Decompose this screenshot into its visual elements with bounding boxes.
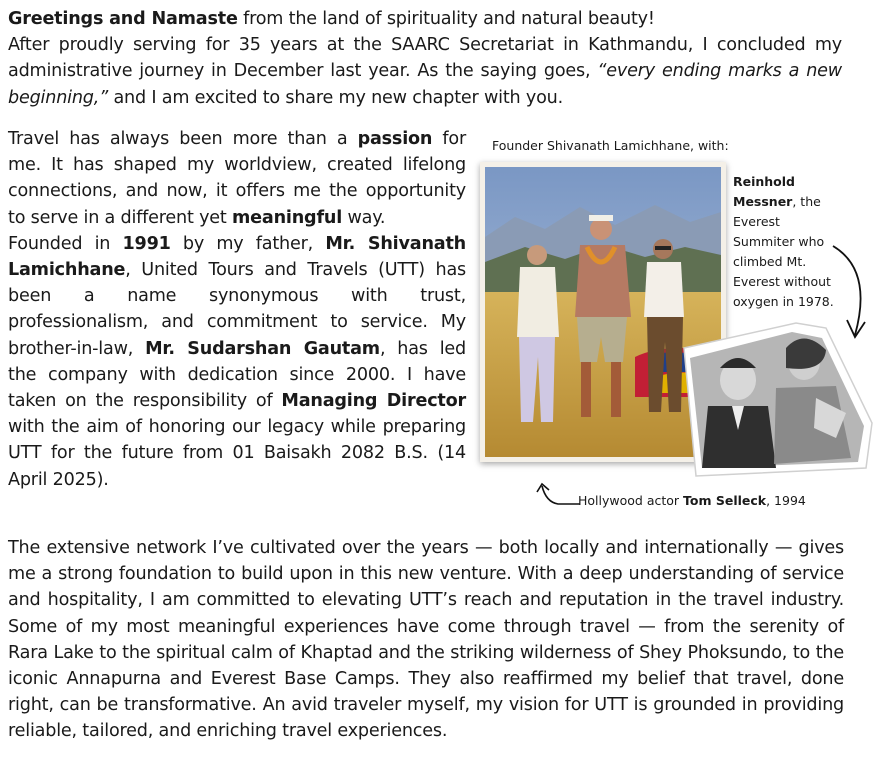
bold-role: Managing Director xyxy=(281,391,466,412)
selleck-name: Tom Selleck xyxy=(683,493,767,508)
left-column-text xyxy=(8,126,466,493)
bold-meaningful: meaningful xyxy=(232,207,343,228)
travel-paragraph xyxy=(8,129,466,228)
text-segment: , has led the company with dedication since 2000. I have taken on the responsibility of xyxy=(8,338,466,412)
intro-body-start: After proudly serving for 35 years at the SAARC Secretariat in Kathmandu, I concluded my administrative journey in December last year. As the saying goes, xyxy=(8,35,842,82)
selleck-caption xyxy=(578,491,806,511)
messner-name: Reinhold Messner xyxy=(733,174,796,209)
photo-caption-title: Founder Shivanath Lamichhane, with: xyxy=(492,138,729,153)
black-white-photo xyxy=(676,318,876,478)
bottom-paragraph: The extensive network I’ve cultivated over the years — both locally and internationally — gives me a strong foundation to build upon in this new venture. With a deep understanding of service and hospitality, I am committed to elevating UTT’s reach and reputation in the travel industry. Some of my most meaningful experiences have come through travel — from the serenity of Rara Lake to the spiritual calm of Khaptad and the striking wilderness of Shey Phoksundo, to the iconic Annapurna and Everest Base Camps. They also reaffirmed my belief that travel, done right, can be transformative. An avid traveler myself, my vision for UTT is grounded in providing reliable, tailored, and enriching travel experiences. xyxy=(8,538,844,742)
intro-body xyxy=(8,32,842,111)
bold-passion: passion xyxy=(357,129,433,149)
greeting-bold: Greetings and Namaste xyxy=(8,9,238,29)
text-segment: way. xyxy=(342,207,386,228)
text-segment: for me. It has shaped my worldview, created lifelong connections, and now, it offers me the opportunity to serve in a different yet xyxy=(8,129,466,228)
black-white-photo-image xyxy=(676,318,876,478)
text-segment: with the aim of honoring our legacy while preparing UTT for the future from 01 Baisakh 2082 B.S. (14 April 2025). xyxy=(8,417,466,490)
greeting-rest: from the land of spirituality and natural beauty! xyxy=(237,9,655,29)
founded-paragraph xyxy=(8,234,466,490)
text-segment: by my father, xyxy=(170,233,326,254)
greeting-line xyxy=(8,9,655,29)
text-segment: , United Tours and Travels (UTT) has been a name synonymous with trust, professionalism, and commitment to service. My brother-in-law, xyxy=(8,260,466,359)
intro-paragraph xyxy=(8,6,842,111)
hooked-arrow-icon xyxy=(536,476,582,510)
text-segment: Founded in xyxy=(8,233,123,254)
selleck-prefix: Hollywood actor xyxy=(578,493,684,508)
bold-year: 1991 xyxy=(122,233,171,254)
bold-founder-name: Mr. Shivanath Lamichhane xyxy=(8,233,466,281)
messner-description: , the Everest Summiter who climbed Mt. Everest without oxygen in 1978. xyxy=(733,194,834,309)
text-segment: Travel has always been more than a xyxy=(8,129,358,149)
selleck-year: , 1994 xyxy=(766,493,806,508)
intro-body-end: and I am excited to share my new chapter with you. xyxy=(108,87,563,108)
bold-brother-in-law-name: Mr. Sudarshan Gautam xyxy=(145,338,380,359)
intro-quote: “every ending marks a new beginning,” xyxy=(8,61,842,108)
